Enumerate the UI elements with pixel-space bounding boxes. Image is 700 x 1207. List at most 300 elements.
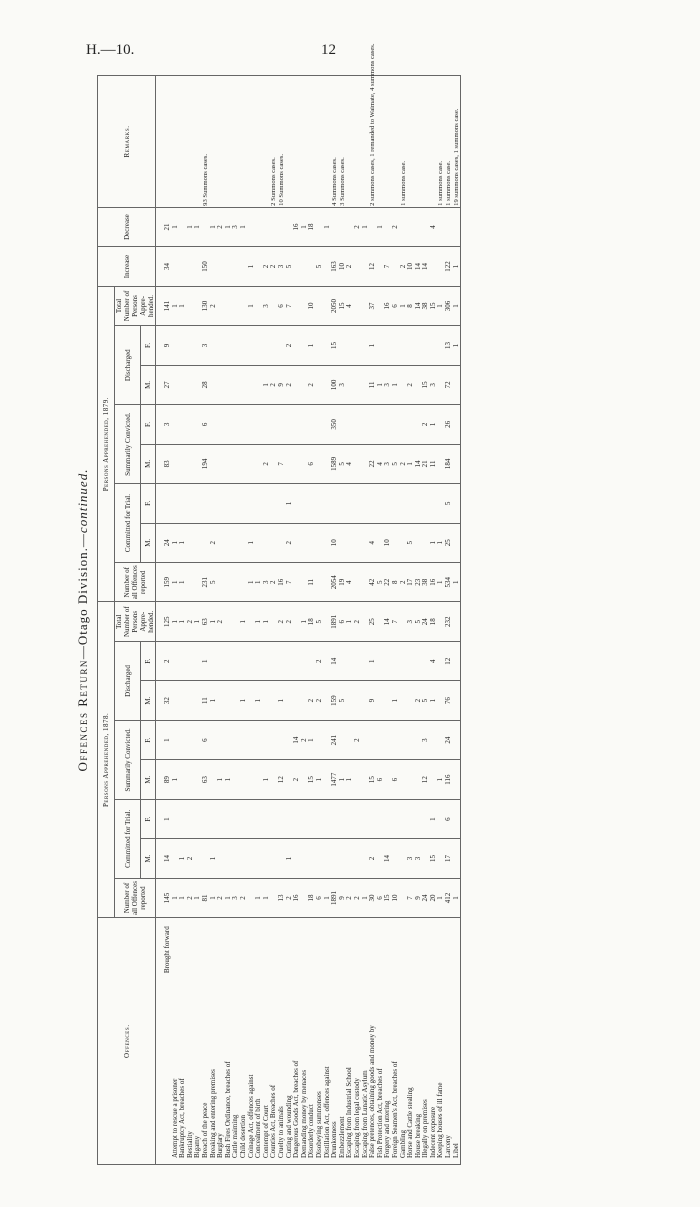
table-cell [232,444,240,483]
table-cell [232,247,240,286]
offence-name: Cattle maiming [232,918,240,1165]
table-cell: 1 [156,720,172,759]
table-cell [316,326,324,365]
table-cell [179,405,187,444]
table-cell [293,641,301,680]
table-cell: 14 [293,720,301,759]
table-cell [240,720,248,759]
table-cell [210,641,218,680]
table-cell [187,405,195,444]
table-cell: 2 [270,563,278,602]
table-cell: 1 [172,286,180,325]
table-cell [308,405,316,444]
table-cell: 1 [255,878,263,917]
table-cell [415,207,423,246]
table-cell [217,641,225,680]
header-discharged-1878: Discharged [115,641,141,720]
remarks-cell [187,76,195,208]
table-cell [217,681,225,720]
table-cell: 1 [179,523,187,562]
table-cell [399,326,407,365]
remarks-cell: 19 summons cases, 1 summons case. [453,76,461,208]
header-m: M. [141,839,156,878]
table-cell [225,484,233,523]
table-cell: 1 [263,602,271,641]
table-cell [172,720,180,759]
table-cell: 1 [194,878,202,917]
table-cell: 5 [286,247,294,286]
table-cell [369,799,377,838]
table-cell [255,405,263,444]
header-num-offences-1879: Number of all Offences reported [115,563,156,602]
table-cell [187,484,195,523]
table-cell: 5 [339,444,347,483]
table-cell: 24 [422,602,430,641]
table-cell [453,484,461,523]
table-cell: 3 [263,286,271,325]
table-cell: 1 [430,405,438,444]
table-row [430,76,438,1165]
table-cell: 15 [339,286,347,325]
header-remarks: Remarks. [98,76,156,208]
remarks-cell [232,76,240,208]
table-cell: 1 [179,878,187,917]
table-cell: 25 [369,602,377,641]
table-cell [354,444,362,483]
table-cell [399,405,407,444]
remarks-cell: 4 Summons cases. [331,76,339,208]
remarks-cell [255,76,263,208]
table-cell: 6 [202,405,210,444]
table-cell: 1 [202,641,210,680]
table-cell [225,365,233,404]
table-cell [453,523,461,562]
table-cell: 3 [263,563,271,602]
table-cell: 27 [156,365,172,404]
table-cell: 16 [278,563,286,602]
table-cell [286,799,294,838]
table-cell [392,839,400,878]
table-cell [179,444,187,483]
table-cell: 6 [278,286,286,325]
table-cell: 1 [240,681,248,720]
table-cell: 184 [445,444,453,483]
table-cell [248,760,256,799]
table-cell [210,405,218,444]
offence-name: Attempt to rescue a prisoner [172,918,180,1165]
table-cell: 2 [293,760,301,799]
table-cell [384,720,392,759]
header-apprehended-1879: Persons Apprehended, 1879. [98,286,115,602]
table-cell: 34 [156,247,172,286]
table-cell [316,286,324,325]
table-cell [399,207,407,246]
header-f: F. [141,720,156,759]
table-cell: 1 [194,602,202,641]
offence-name: Breaking and entering premises [210,918,218,1165]
table-cell [232,720,240,759]
table-cell [217,405,225,444]
remarks-cell [354,76,362,208]
table-cell: 7 [278,444,286,483]
table-cell: 2 [263,247,271,286]
table-cell: 1 [346,760,354,799]
table-cell [270,799,278,838]
offence-name: Contempt of Court [263,918,271,1165]
remarks-cell [308,76,316,208]
table-cell: 15 [369,760,377,799]
table-cell: 2 [217,878,225,917]
remarks-cell [384,76,392,208]
table-cell [392,641,400,680]
table-cell: 2 [422,405,430,444]
table-cell: 10 [392,878,400,917]
table-cell [415,523,423,562]
table-cell: 8 [407,286,415,325]
table-cell: 1 [286,484,294,523]
table-cell: 1 [172,563,180,602]
table-cell [293,444,301,483]
table-cell: 1 [172,207,180,246]
header-total-1878: Total Number of Persons Appre-hended. [115,602,156,641]
table-cell: 231 [202,563,210,602]
table-cell: 11 [308,563,316,602]
offence-name: Indecent exposure [430,918,438,1165]
table-cell [232,326,240,365]
table-cell: 6 [339,602,347,641]
table-cell: 5 [339,681,347,720]
table-cell [453,720,461,759]
table-cell [415,799,423,838]
table-cell [453,405,461,444]
table-cell [278,207,286,246]
table-cell [339,484,347,523]
table-cell [172,444,180,483]
table-cell: 9 [415,878,423,917]
table-cell: 25 [445,523,453,562]
table-cell [293,839,301,878]
remarks-cell: 3 Summons cases. [339,76,347,208]
table-cell [225,602,233,641]
table-cell [354,641,362,680]
table-cell: 1 [172,878,180,917]
table-cell [415,484,423,523]
table-cell [392,484,400,523]
table-cell [263,207,271,246]
offence-name: Disorderly conduct [308,918,316,1165]
table-cell [217,286,225,325]
table-cell [217,563,225,602]
table-cell: 1 [248,523,256,562]
remarks-cell [240,76,248,208]
table-cell [354,247,362,286]
table-cell: 10 [331,523,339,562]
table-cell [361,799,369,838]
remarks-cell [422,76,430,208]
table-cell [270,484,278,523]
table-cell: 38 [422,563,430,602]
table-cell: 11 [430,444,438,483]
table-cell [415,326,423,365]
table-cell [354,484,362,523]
offence-name: Larceny [445,918,453,1165]
table-cell [187,444,195,483]
title-division: —Otago Division.— [75,533,90,660]
table-cell: 2 [354,207,362,246]
remarks-cell [346,76,354,208]
offence-name: Bankruptcy Act, breaches of [179,918,187,1165]
table-cell: 1 [339,760,347,799]
table-cell: 15 [430,286,438,325]
table-cell [392,720,400,759]
table-cell: 3 [278,247,286,286]
table-cell [293,484,301,523]
table-cell [248,484,256,523]
table-cell [278,720,286,759]
table-cell: 8 [392,563,400,602]
table-cell: 1 [308,326,316,365]
table-cell [255,839,263,878]
table-cell: 26 [445,405,453,444]
header-f: F. [141,799,156,838]
offence-name: Forgery and uttering [384,918,392,1165]
table-cell [377,405,385,444]
table-cell [263,484,271,523]
table-cell: 2 [399,247,407,286]
table-cell: 1 [361,878,369,917]
table-cell [187,760,195,799]
table-cell: 20 [430,878,438,917]
table-cell [453,799,461,838]
table-cell [422,484,430,523]
offence-name: Keeping houses of ill fame [437,918,445,1165]
table-cell: 1 [194,207,202,246]
table-cell: 14 [415,286,423,325]
table-cell [308,799,316,838]
table-cell: 1 [430,799,438,838]
table-cell [293,563,301,602]
header-decrease: Decrease [98,207,156,246]
table-cell [407,641,415,680]
table-cell [210,799,218,838]
table-cell [202,484,210,523]
table-cell: 1 [453,326,461,365]
header-m: M. [141,681,156,720]
table-cell: 83 [156,444,172,483]
table-cell [293,326,301,365]
table-cell [308,523,316,562]
remarks-cell: 1 summons case. [445,76,453,208]
table-cell [301,641,309,680]
table-cell [217,326,225,365]
table-cell: 1 [323,207,331,246]
table-cell: 10 [407,247,415,286]
table-body [156,43,461,1165]
table-cell: 32 [156,681,172,720]
table-cell: 350 [331,405,339,444]
table-cell: 15 [422,365,430,404]
table-cell [346,405,354,444]
table-cell: 1 [210,681,218,720]
offence-name: Coinage Act, offences against [248,918,256,1165]
table-cell [354,405,362,444]
table-cell [301,839,309,878]
table-cell [384,405,392,444]
table-cell [172,365,180,404]
table-cell: 11 [202,681,210,720]
header-committed-1879: Committed for Trial. [115,484,141,563]
table-cell [270,207,278,246]
remarks-cell: 1 summons case. [437,76,445,208]
table-cell [286,681,294,720]
table-cell: 1 [179,563,187,602]
table-cell [217,720,225,759]
table-cell: 1 [407,444,415,483]
table-cell [377,641,385,680]
table-cell [240,760,248,799]
table-cell: 5 [316,602,324,641]
table-cell [248,839,256,878]
table-cell [225,681,233,720]
remarks-cell: 1 summons case. [399,76,407,208]
table-cell: 21 [422,444,430,483]
table-cell [270,326,278,365]
table-cell: 2 [354,602,362,641]
table-cell [354,563,362,602]
table-cell [369,484,377,523]
remarks-cell [156,76,172,208]
table-cell [248,444,256,483]
remarks-cell [194,76,202,208]
table-cell: 116 [445,760,453,799]
table-cell: 22 [384,563,392,602]
table-cell [293,247,301,286]
table-cell: 5 [415,602,423,641]
header-num-offences-1878: Number of all Offences reported [115,878,156,917]
table-cell [399,484,407,523]
table-cell: 2 [217,602,225,641]
table-cell: 2 [286,326,294,365]
table-cell [453,839,461,878]
header-discharged-1879: Discharged [115,326,141,405]
table-cell: 1 [437,878,445,917]
table-cell: 9 [156,326,172,365]
table-cell [286,405,294,444]
table-cell [301,405,309,444]
table-cell [430,720,438,759]
table-cell: 10 [384,523,392,562]
table-cell [232,760,240,799]
table-cell: 6 [392,286,400,325]
table-cell [232,839,240,878]
table-cell: 7 [392,602,400,641]
table-cell: 24 [422,878,430,917]
table-cell [217,839,225,878]
table-cell [240,365,248,404]
table-cell: 14 [415,247,423,286]
table-cell: 150 [202,247,210,286]
table-cell [225,799,233,838]
offence-name: Libel [453,918,461,1165]
table-cell: 1 [187,207,195,246]
table-cell [316,444,324,483]
table-cell: 30 [369,878,377,917]
table-cell [232,286,240,325]
table-cell [263,681,271,720]
table-cell [384,641,392,680]
table-row [263,76,271,1165]
table-cell [308,839,316,878]
header-m: M. [141,444,156,483]
table-cell [293,523,301,562]
table-cell [407,799,415,838]
table-cell: 125 [156,602,172,641]
table-cell [430,326,438,365]
table-cell [202,799,210,838]
offence-name: Bestiality [187,918,195,1165]
table-cell: 15 [384,878,392,917]
table-cell: 2 [301,720,309,759]
table-cell: 38 [422,286,430,325]
table-cell [179,326,187,365]
table-cell [240,444,248,483]
table-cell: 1 [437,523,445,562]
table-cell [156,484,172,523]
table-cell [263,523,271,562]
table-cell: 9 [278,365,286,404]
header-total-1879: Total Number of Persons Appre-hended. [115,286,156,325]
table-cell: 3 [407,839,415,878]
table-cell: 7 [286,286,294,325]
table-cell: 1 [179,286,187,325]
table-cell [248,799,256,838]
table-cell: 1 [172,523,180,562]
table-cell [407,720,415,759]
table-cell [240,326,248,365]
table-cell [354,326,362,365]
table-cell: 16 [293,207,301,246]
table-cell: 1 [179,839,187,878]
table-cell [248,365,256,404]
table-cell: 1 [453,563,461,602]
table-cell: 28 [202,365,210,404]
remarks-cell [248,76,256,208]
table-cell [217,365,225,404]
header-summarily-1878: Summarily Convicted. [115,720,141,799]
table-cell [453,444,461,483]
title-main: Offences Return [75,659,90,772]
table-cell [392,523,400,562]
offence-name: Escaping from Industrial School [346,918,354,1165]
table-cell [346,523,354,562]
header-m: M. [141,760,156,799]
table-cell [255,207,263,246]
table-cell: 6 [308,444,316,483]
table-cell [430,484,438,523]
table-cell: 7 [407,878,415,917]
table-cell [399,799,407,838]
table-cell: 5 [210,563,218,602]
table-cell [187,365,195,404]
header-f: F. [141,405,156,444]
table-cell [263,799,271,838]
table-cell [194,523,202,562]
remarks-cell [415,76,423,208]
table-cell [278,405,286,444]
table-cell [225,839,233,878]
table-cell [240,484,248,523]
table-cell: 10 [308,286,316,325]
